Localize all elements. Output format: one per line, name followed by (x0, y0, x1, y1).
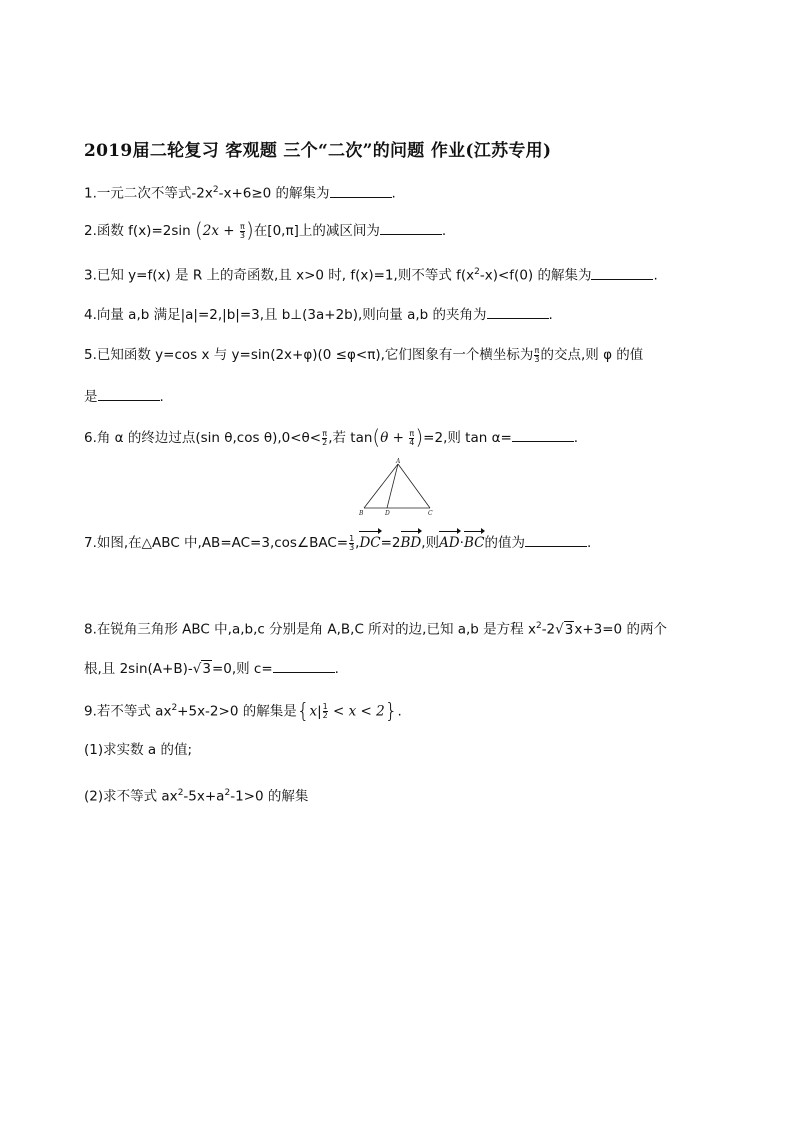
question-3: 3.已知 y=f(x) 是 R 上的奇函数,且 x>0 时, f(x)=1,则不等式 $f(x^2-x)<f(0)$ 的解集为 . (84, 262, 658, 286)
page-title: 2019届二轮复习 客观题 三个“二次”的问题 作业(江苏专用) (84, 141, 552, 161)
fraction: $\frac{1}{2}$ (322, 702, 328, 720)
answer-blank (591, 265, 653, 280)
label-C: C (428, 510, 433, 517)
question-7: 7.如图,在△ABC 中,AB=AC=3,cos∠BAC= $\frac{1}{3}$ ,DC=2BD,则AD·BC的值为 . (84, 533, 592, 552)
answer-blank (330, 183, 392, 198)
answer-blank (525, 532, 587, 547)
question-8: 8.在锐角三角形 ABC 中,a,b,c 分别是角 A,B,C 所对的边,已知 a,b 是方程 $x^2-2√3x+3=0$ 的两个 (84, 621, 667, 638)
label-A: A (396, 458, 401, 465)
label-D: D (385, 510, 390, 517)
answer-blank (380, 220, 442, 235)
vector-BC: BC (463, 535, 485, 551)
fraction: $\frac{\pi}{4}$ (409, 428, 415, 447)
answer-blank (98, 386, 160, 401)
question-8-continued: 根,且 2sin(A+B)-√3=0,则 c= . (84, 658, 339, 679)
answer-blank (487, 304, 549, 319)
triangle-figure (356, 458, 440, 520)
answer-blank (273, 658, 335, 673)
label-B: B (359, 510, 364, 517)
vector-BD: BD (400, 535, 422, 551)
vector-AD: AD (439, 535, 460, 551)
question-9-part-2: (2)求不等式 $ax^2-5x+a^2-1>0$ 的解集 (84, 788, 309, 805)
question-6: 6.角 α 的终边过点(sin θ,cos θ),0<θ< $\frac{\pi}{2}$ ,若 tan(θ + $\frac{\pi}{4}$ )=2,则 tan α= . (84, 425, 579, 449)
question-9: 9.若不等式 $ax^2+5x-2>0$ 的解集是{x| $\frac{1}{2}$ < x < 2}. (84, 698, 402, 723)
fraction: $\frac{\pi}{2}$ (322, 428, 328, 447)
answer-blank (512, 427, 574, 442)
question-5: 5.已知函数 y=cos x 与 y=sin(2x+φ)(0 ≤φ<π),它们图象有一个横坐标为 $\frac{\pi}{3}$ 的交点,则 φ 的值 (84, 345, 644, 364)
fraction: $\frac{\pi}{3}$ (239, 221, 245, 240)
fraction: $\frac{\pi}{3}$ (534, 345, 540, 364)
fraction: $\frac{1}{3}$ (349, 533, 355, 552)
question-5-continued: 是 . (84, 386, 164, 407)
vector-DC: DC (359, 535, 381, 551)
question-4: 4.向量 a,b 满足|a|=2,|b|=3,且 b⊥(3a+2b),则向量 a,b 的夹角为 . (84, 304, 553, 325)
question-9-part-1: (1)求实数 a 的值; (84, 742, 193, 758)
side-AC (398, 464, 430, 508)
question-1: 1.一元二次不等式$-2x^2-x+6\ge 0$ 的解集为 . (84, 180, 396, 204)
question-2: 2.函数 f(x)=2sin (2x + $\frac{\pi}{3}$ )在[0,π]上的减区间为 . (84, 218, 447, 242)
